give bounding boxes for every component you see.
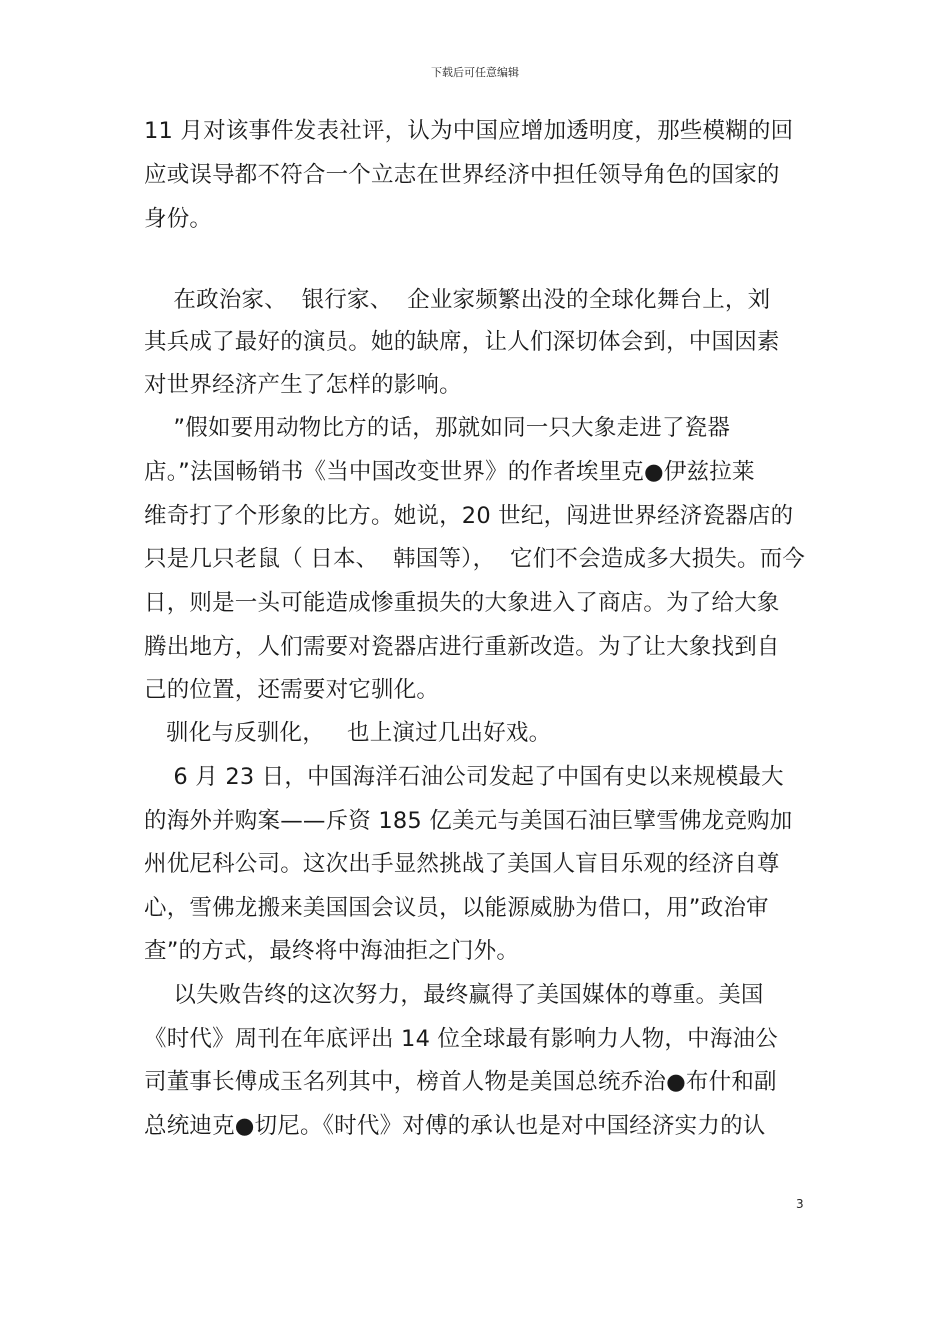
body-line: 腾出地方，人们需要对瓷器店进行重新改造。为了让大象找到自 <box>144 634 780 660</box>
body-line: ”假如要用动物比方的话，那就如同一只大象走进了瓷器 <box>144 415 731 441</box>
body-line: 对世界经济产生了怎样的影响。 <box>144 372 462 398</box>
body-line: 11 月对该事件发表社评，认为中国应增加透明度，那些模糊的回 <box>144 118 794 144</box>
body-line: 《时代》周刊在年底评出 14 位全球最有影响力人物，中海油公 <box>144 1026 778 1052</box>
body-line: 其兵成了最好的演员。她的缺席，让人们深切体会到，中国因素 <box>144 329 780 355</box>
body-line: 驯化与反驯化， 也上演过几出好戏。 <box>144 720 552 746</box>
body-line: 6 月 23 日，中国海洋石油公司发起了中国有史以来规模最大 <box>144 764 784 790</box>
body-line: 日，则是一头可能造成惨重损失的大象进入了商店。为了给大象 <box>144 590 780 616</box>
body-line: 心，雪佛龙搬来美国国会议员，以能源威胁为借口，用”政治审 <box>144 895 769 921</box>
body-line: 总统迪克●切尼。《时代》对傅的承认也是对中国经济实力的认 <box>144 1113 766 1139</box>
body-line: 身份。 <box>144 206 213 232</box>
body-line: 店。”法国畅销书《当中国改变世界》的作者埃里克●伊兹拉莱 <box>144 459 755 485</box>
page-number: 3 <box>796 1197 804 1211</box>
body-line: 己的位置，还需要对它驯化。 <box>144 677 440 703</box>
body-line: 州优尼科公司。这次出手显然挑战了美国人盲目乐观的经济自尊 <box>144 851 780 877</box>
body-line: 维奇打了个形象的比方。她说，20 世纪，闯进世界经济瓷器店的 <box>144 503 794 529</box>
body-line: 只是几只老鼠（ 日本、 韩国等）， 它们不会造成多大损失。而今 <box>144 546 806 572</box>
body-line: 在政治家、 银行家、 企业家频繁出没的全球化舞台上，刘 <box>144 287 771 313</box>
page-header: 下载后可任意编辑 <box>431 66 519 79</box>
body-line: 查”的方式，最终将中海油拒之门外。 <box>144 938 520 964</box>
body-line: 司董事长傅成玉名列其中，榜首人物是美国总统乔治●布什和副 <box>144 1069 777 1095</box>
body-line: 以失败告终的这次努力，最终赢得了美国媒体的尊重。美国 <box>144 982 764 1008</box>
body-line: 的海外并购案——斥资 185 亿美元与美国石油巨擘雪佛龙竞购加 <box>144 808 793 834</box>
body-line: 应或误导都不符合一个立志在世界经济中担任领导角色的国家的 <box>144 162 780 188</box>
